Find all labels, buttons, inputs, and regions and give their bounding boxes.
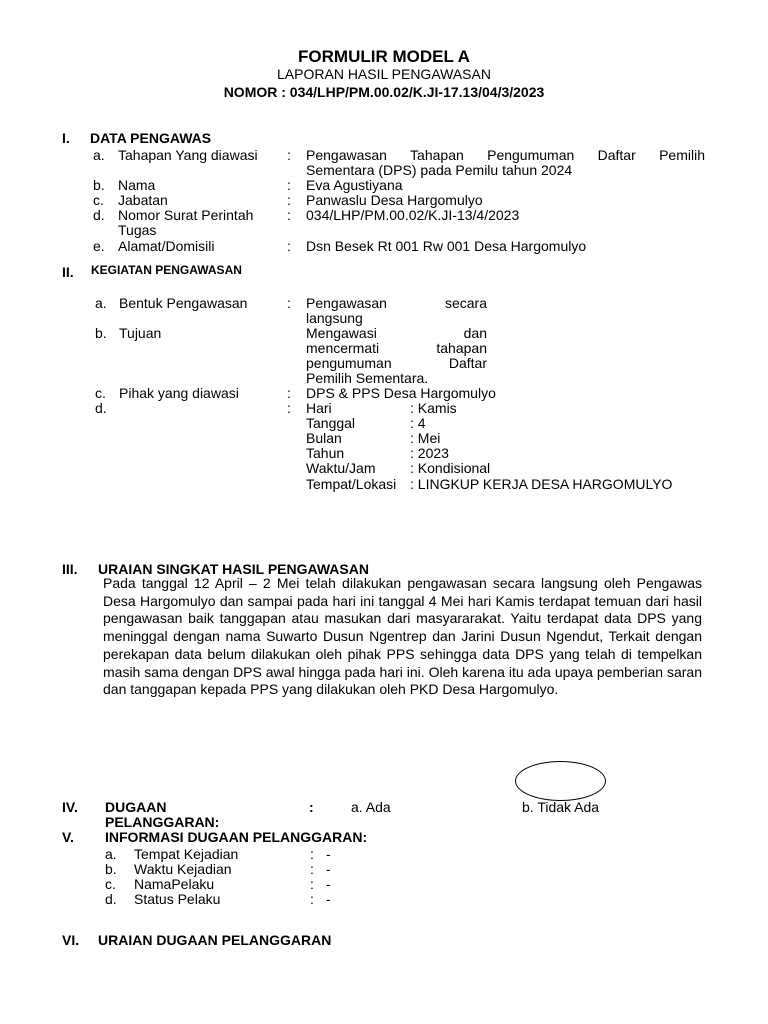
- item-colon: :: [287, 177, 291, 193]
- item-label: Bentuk Pengawasan: [119, 295, 248, 311]
- section-4-heading: DUGAAN: [105, 799, 167, 815]
- item-letter: e.: [93, 238, 105, 254]
- item-letter: b.: [95, 325, 107, 341]
- purpose-line1: Mengawasi dan: [306, 325, 487, 341]
- schedule-key: Tahun: [306, 445, 345, 461]
- item-label: Nama: [118, 177, 156, 193]
- section-4-colon: :: [309, 799, 314, 815]
- item-colon: :: [287, 192, 291, 208]
- item-letter: c.: [93, 192, 104, 208]
- item-letter: a.: [105, 846, 117, 862]
- item-value: -: [326, 891, 331, 907]
- order-number-value: 034/LHP/PM.00.02/K.JI-13/4/2023: [306, 207, 520, 223]
- item-letter: c.: [105, 876, 116, 892]
- section-2-heading: KEGIATAN PENGAWASAN: [91, 263, 242, 277]
- section-3-number: III.: [62, 561, 78, 577]
- item-colon: :: [287, 147, 291, 163]
- item-letter: d.: [95, 400, 107, 416]
- item-letter: b.: [105, 861, 117, 877]
- schedule-value: : Kondisional: [410, 460, 491, 476]
- schedule-key: Waktu/Jam: [306, 460, 376, 476]
- item-label: Status Pelaku: [134, 891, 221, 907]
- item-label: Tahapan Yang diawasi: [118, 147, 258, 163]
- address-value: Dsn Besek Rt 001 Rw 001 Desa Hargomulyo: [306, 238, 587, 254]
- stage-value-line1: Pengawasan Tahapan Pengumuman Daftar Pemilih: [306, 147, 705, 163]
- item-letter: a.: [95, 295, 107, 311]
- item-colon: :: [287, 295, 291, 311]
- schedule-key: Hari: [306, 400, 332, 416]
- schedule-key: Tanggal: [306, 415, 356, 431]
- form-value-line2: langsung: [306, 310, 363, 326]
- section-1-number: I.: [62, 130, 70, 146]
- item-colon: :: [310, 846, 314, 862]
- section-4-heading: PELANGGARAN:: [105, 814, 220, 830]
- item-label: Tujuan: [119, 325, 162, 341]
- supervised-party-value: DPS & PPS Desa Hargomulyo: [306, 385, 496, 401]
- item-colon: :: [287, 385, 291, 401]
- section-2-number: II.: [62, 264, 74, 280]
- item-letter: a.: [93, 147, 105, 163]
- position-value: Panwaslu Desa Hargomulyo: [306, 192, 483, 208]
- item-label: Jabatan: [118, 192, 168, 208]
- form-value-line1: Pengawasan secara: [306, 295, 487, 311]
- item-colon: :: [287, 207, 291, 223]
- purpose-line4: Pemilih Sementara.: [306, 370, 429, 386]
- item-letter: d.: [93, 207, 105, 223]
- section-3-heading: URAIAN SINGKAT HASIL PENGAWASAN: [98, 561, 369, 577]
- item-letter: d.: [105, 891, 117, 907]
- schedule-value: : 4: [410, 415, 426, 431]
- summary-paragraph: Pada tanggal 12 April – 2 Mei telah dilakukan pengawasan secara langsung oleh Pengawas Desa Hargomulyo dan sampai pada hari ini tanggal 4 Mei hari Kamis terdapat temuan dari hasil pengawasan baik tanggapan atau masukan dari masyararakat. Yaitu terdapat data DPS yang meninggal dengan nama Suwarto Dusun Ngentrep dan Jarini Dusun Ngendut, Terkait dengan perekapan data belum dilakukan oleh pihak PPS sehingga data DPS yang telah di tempelkan masih sama dengan DPS awal hingga pada hari ini. Oleh karena itu ada upaya pemberian saran dan tanggapan kepada PPS yang dilakukan oleh PKD Desa Hargomulyo.: [103, 575, 702, 698]
- selection-oval: [515, 761, 606, 801]
- schedule-key: Tempat/Lokasi: [306, 476, 397, 492]
- option-tidak-ada: b. Tidak Ada: [522, 799, 600, 815]
- item-value: -: [326, 876, 331, 892]
- item-letter: c.: [95, 385, 106, 401]
- item-colon: :: [287, 238, 291, 254]
- item-label: Waktu Kejadian: [134, 861, 232, 877]
- item-value: -: [326, 861, 331, 877]
- item-label: NamaPelaku: [134, 876, 215, 892]
- section-1-heading: DATA PENGAWAS: [90, 130, 212, 146]
- item-label: Alamat/Domisili: [118, 238, 215, 254]
- section-6-number: VI.: [62, 932, 80, 948]
- schedule-value: : Kamis: [410, 400, 457, 416]
- stage-value-line2: Sementara (DPS) pada Pemilu tahun 2024: [306, 162, 573, 178]
- report-subtitle: LAPORAN HASIL PENGAWASAN: [277, 66, 491, 82]
- item-colon: :: [310, 891, 314, 907]
- item-value: -: [326, 846, 331, 862]
- item-colon: :: [310, 876, 314, 892]
- item-label: Nomor Surat Perintah: [118, 207, 254, 223]
- section-4-number: IV.: [62, 799, 78, 815]
- purpose-line2: mencermati tahapan: [306, 340, 487, 356]
- item-colon: :: [310, 861, 314, 877]
- item-label: Tugas: [118, 222, 157, 238]
- schedule-key: Bulan: [306, 430, 342, 446]
- name-value: Eva Agustiyana: [306, 177, 403, 193]
- section-6-heading: URAIAN DUGAAN PELANGGARAN: [98, 932, 332, 948]
- schedule-value: : Mei: [410, 430, 441, 446]
- schedule-value: : LINGKUP KERJA DESA HARGOMULYO: [410, 476, 673, 492]
- report-number: NOMOR : 034/LHP/PM.00.02/K.JI-17.13/04/3/2023: [223, 84, 545, 100]
- form-title: FORMULIR MODEL A: [298, 47, 470, 66]
- option-ada: a. Ada: [351, 799, 391, 815]
- section-5-number: V.: [62, 829, 74, 845]
- item-letter: b.: [93, 177, 105, 193]
- section-5-heading: INFORMASI DUGAAN PELANGGARAN:: [105, 829, 368, 845]
- schedule-value: : 2023: [410, 445, 449, 461]
- purpose-line3: pengumuman Daftar: [306, 355, 487, 371]
- item-label: Pihak yang diawasi: [119, 385, 239, 401]
- item-colon: :: [287, 400, 291, 416]
- item-label: Tempat Kejadian: [134, 846, 239, 862]
